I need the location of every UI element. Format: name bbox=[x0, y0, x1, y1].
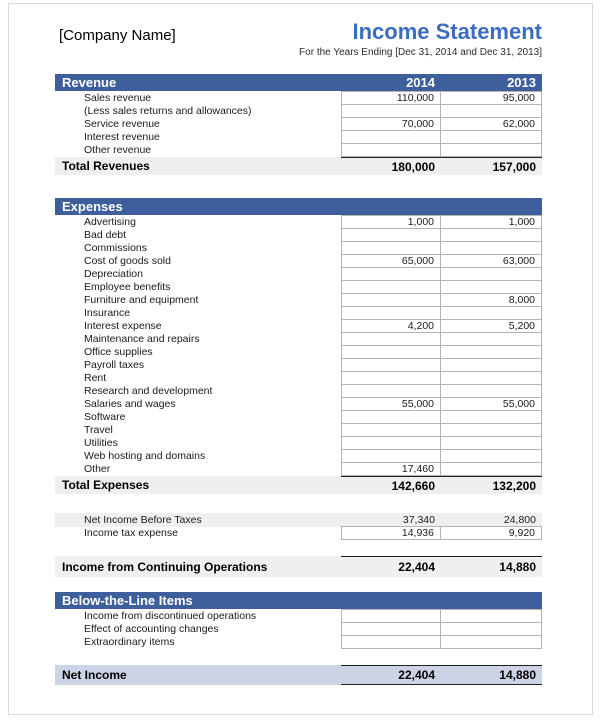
value-cell-2014 bbox=[341, 280, 441, 294]
line-item-label: Software bbox=[84, 411, 126, 424]
line-item-values bbox=[341, 267, 542, 281]
line-item-label: Furniture and equipment bbox=[84, 294, 199, 307]
line-item-values bbox=[341, 117, 542, 131]
line-item-label: Office supplies bbox=[84, 346, 153, 359]
line-item-values bbox=[341, 371, 542, 385]
line-item-values bbox=[341, 410, 542, 424]
value-cell-2013 bbox=[441, 358, 542, 372]
value-cell-2013: 63,000 bbox=[441, 254, 542, 268]
line-item-label: Service revenue bbox=[84, 118, 160, 131]
value-cell-2013 bbox=[441, 622, 542, 636]
line-item-row bbox=[55, 609, 542, 623]
line-item-label: (Less sales returns and allowances) bbox=[84, 105, 252, 118]
value-cell-2013 bbox=[441, 267, 542, 281]
line-item-label: Other bbox=[84, 463, 111, 476]
company-name: [Company Name] bbox=[59, 27, 176, 44]
line-item-row bbox=[55, 526, 542, 540]
line-item-values bbox=[341, 635, 542, 649]
line-item-label: Cost of goods sold bbox=[84, 255, 171, 268]
value-cell-2014 bbox=[341, 410, 441, 424]
value-cell-2014: 55,000 bbox=[341, 397, 441, 411]
line-item-row bbox=[55, 371, 542, 385]
line-item-row bbox=[55, 410, 542, 424]
line-item-row bbox=[55, 635, 542, 649]
value-cell-2013: 62,000 bbox=[441, 117, 542, 131]
value-cell-2013 bbox=[441, 410, 542, 424]
line-item-label: Advertising bbox=[84, 216, 136, 229]
continuing-operations-row bbox=[55, 556, 542, 577]
line-item-row bbox=[55, 332, 542, 346]
value-cell-2013: 8,000 bbox=[441, 293, 542, 307]
line-item-row bbox=[55, 241, 542, 255]
value-cell-2013 bbox=[441, 609, 542, 623]
line-item-row bbox=[55, 215, 542, 229]
value-cell-2014 bbox=[341, 358, 441, 372]
line-item-values bbox=[341, 332, 542, 346]
line-item-row bbox=[55, 319, 542, 333]
value-cell-2013 bbox=[441, 635, 542, 649]
value-cell-2013 bbox=[441, 384, 542, 398]
line-item-row bbox=[55, 228, 542, 242]
value-cell-2013: 24,800 bbox=[503, 514, 536, 527]
value-cell-2013 bbox=[441, 423, 542, 437]
continuing-operations-2013: 14,880 bbox=[499, 560, 536, 575]
value-cell-2013 bbox=[441, 280, 542, 294]
total-revenues-label: Total Revenues bbox=[62, 159, 150, 174]
value-cell-2013 bbox=[441, 449, 542, 463]
line-item-values bbox=[341, 609, 542, 623]
line-item-values bbox=[341, 293, 542, 307]
line-item-values bbox=[341, 215, 542, 229]
value-cell-2014: 70,000 bbox=[341, 117, 441, 131]
below-line-rows bbox=[55, 609, 542, 649]
value-cell-2014: 110,000 bbox=[341, 91, 441, 105]
line-item-row bbox=[55, 397, 542, 411]
line-item-label: Sales revenue bbox=[84, 92, 152, 105]
value-cell-2014: 37,340 bbox=[402, 514, 435, 527]
line-item-row bbox=[55, 104, 542, 118]
line-item-row bbox=[55, 91, 542, 105]
value-cell-2014 bbox=[341, 241, 441, 255]
line-item-row bbox=[55, 358, 542, 372]
below-line-section-header bbox=[55, 592, 542, 609]
total-revenues-values bbox=[341, 157, 542, 175]
value-cell-2014 bbox=[341, 635, 441, 649]
value-cell-2014 bbox=[341, 143, 441, 157]
line-item-row bbox=[55, 306, 542, 320]
total-revenues-2013: 157,000 bbox=[492, 159, 536, 174]
value-cell-2014: 14,936 bbox=[341, 526, 441, 540]
value-cell-2014 bbox=[341, 622, 441, 636]
line-item-label: Research and development bbox=[84, 385, 213, 398]
total-revenues-2014: 180,000 bbox=[391, 159, 435, 174]
line-item-values bbox=[341, 306, 542, 320]
line-item-values bbox=[341, 241, 542, 255]
value-cell-2013: 1,000 bbox=[441, 215, 542, 229]
value-cell-2013: 95,000 bbox=[441, 91, 542, 105]
expenses-section-title: Expenses bbox=[62, 199, 123, 215]
line-item-values bbox=[341, 449, 542, 463]
value-cell-2013 bbox=[441, 130, 542, 144]
line-item-values bbox=[341, 91, 542, 105]
line-item-row bbox=[55, 436, 542, 450]
value-cell-2014: 65,000 bbox=[341, 254, 441, 268]
line-item-label: Travel bbox=[84, 424, 113, 437]
value-cell-2014 bbox=[341, 130, 441, 144]
year-column-headers bbox=[341, 75, 542, 90]
total-expenses-row bbox=[55, 476, 542, 494]
value-cell-2013 bbox=[441, 104, 542, 118]
line-item-row bbox=[55, 384, 542, 398]
line-item-row bbox=[55, 254, 542, 268]
net-income-values bbox=[341, 665, 542, 685]
line-item-values bbox=[341, 345, 542, 359]
revenue-section-header bbox=[55, 74, 542, 91]
line-item-values bbox=[341, 436, 542, 450]
value-cell-2013 bbox=[441, 371, 542, 385]
total-expenses-label: Total Expenses bbox=[62, 478, 150, 493]
net-income-2014: 22,404 bbox=[398, 668, 435, 683]
value-cell-2014 bbox=[341, 104, 441, 118]
title-block bbox=[299, 20, 542, 58]
value-cell-2013 bbox=[441, 332, 542, 346]
line-item-values bbox=[341, 358, 542, 372]
line-item-label: Interest revenue bbox=[84, 131, 160, 144]
line-item-values bbox=[341, 513, 542, 527]
line-item-label: Commissions bbox=[84, 242, 148, 255]
line-item-values bbox=[341, 319, 542, 333]
line-item-label: Employee benefits bbox=[84, 281, 171, 294]
line-item-values bbox=[341, 143, 542, 157]
line-item-values bbox=[341, 130, 542, 144]
net-income-label: Net Income bbox=[62, 668, 127, 683]
continuing-operations-2014: 22,404 bbox=[398, 560, 435, 575]
net-income-2013: 14,880 bbox=[499, 668, 536, 683]
continuing-operations-values bbox=[341, 556, 542, 577]
value-cell-2014: 17,460 bbox=[341, 462, 441, 476]
line-item-values bbox=[341, 254, 542, 268]
income-statement-document bbox=[55, 20, 542, 685]
line-item-label: Interest expense bbox=[84, 320, 162, 333]
value-cell-2014 bbox=[341, 306, 441, 320]
total-expenses-values bbox=[341, 476, 542, 494]
value-cell-2014 bbox=[341, 384, 441, 398]
line-item-label: Utilities bbox=[84, 437, 118, 450]
line-item-label: Extraordinary items bbox=[84, 636, 175, 649]
line-item-values bbox=[341, 526, 542, 540]
total-revenues-row bbox=[55, 157, 542, 175]
line-item-row bbox=[55, 130, 542, 144]
expenses-rows bbox=[55, 215, 542, 476]
value-cell-2014 bbox=[341, 371, 441, 385]
line-item-label: Maintenance and repairs bbox=[84, 333, 200, 346]
line-item-label: Rent bbox=[84, 372, 107, 385]
line-item-row bbox=[55, 280, 542, 294]
net-income-row bbox=[55, 665, 542, 685]
line-item-label: Salaries and wages bbox=[84, 398, 176, 411]
total-expenses-2014: 142,660 bbox=[391, 478, 435, 493]
revenue-section-title: Revenue bbox=[62, 75, 117, 91]
value-cell-2014 bbox=[341, 293, 441, 307]
document-subtitle: For the Years Ending [Dec 31, 2014 and Dec 31, 2013] bbox=[299, 47, 542, 59]
revenue-rows bbox=[55, 91, 542, 157]
line-item-values bbox=[341, 397, 542, 411]
line-item-label: Payroll taxes bbox=[84, 359, 145, 372]
line-item-label: Income from discontinued operations bbox=[84, 610, 257, 623]
line-item-row bbox=[55, 449, 542, 463]
line-item-row bbox=[55, 267, 542, 281]
line-item-values bbox=[341, 384, 542, 398]
total-expenses-2013: 132,200 bbox=[492, 478, 536, 493]
value-cell-2013 bbox=[441, 436, 542, 450]
expenses-section-header bbox=[55, 198, 542, 215]
document-title: Income Statement bbox=[352, 19, 542, 44]
value-cell-2014 bbox=[341, 609, 441, 623]
value-cell-2013 bbox=[441, 462, 542, 476]
line-item-row bbox=[55, 462, 542, 476]
value-cell-2014 bbox=[341, 332, 441, 346]
value-cell-2013 bbox=[441, 241, 542, 255]
value-cell-2013: 5,200 bbox=[441, 319, 542, 333]
value-cell-2014 bbox=[341, 436, 441, 450]
line-item-label: Effect of accounting changes bbox=[84, 623, 219, 636]
value-cell-2013: 9,920 bbox=[441, 526, 542, 540]
line-item-label: Bad debt bbox=[84, 229, 127, 242]
line-item-row bbox=[55, 622, 542, 636]
line-item-row bbox=[55, 143, 542, 157]
column-header-2014: 2014 bbox=[406, 75, 435, 91]
value-cell-2014 bbox=[341, 423, 441, 437]
line-item-row bbox=[55, 293, 542, 307]
column-header-2013: 2013 bbox=[507, 75, 536, 91]
value-cell-2014: 4,200 bbox=[341, 319, 441, 333]
value-cell-2014: 1,000 bbox=[341, 215, 441, 229]
line-item-values bbox=[341, 423, 542, 437]
line-item-values bbox=[341, 280, 542, 294]
below-line-section-title: Below-the-Line Items bbox=[62, 593, 193, 609]
line-item-label: Depreciation bbox=[84, 268, 143, 281]
value-cell-2014 bbox=[341, 449, 441, 463]
line-item-label: Other revenue bbox=[84, 144, 152, 157]
line-item-values bbox=[341, 104, 542, 118]
pretax-rows bbox=[55, 513, 542, 540]
continuing-operations-label: Income from Continuing Operations bbox=[62, 559, 268, 574]
line-item-label: Net Income Before Taxes bbox=[84, 514, 202, 527]
value-cell-2014 bbox=[341, 228, 441, 242]
line-item-label: Income tax expense bbox=[84, 527, 178, 540]
line-item-row bbox=[55, 423, 542, 437]
document-header bbox=[55, 20, 542, 58]
line-item-row bbox=[55, 345, 542, 359]
value-cell-2013 bbox=[441, 228, 542, 242]
value-cell-2014 bbox=[341, 267, 441, 281]
value-cell-2013 bbox=[441, 345, 542, 359]
line-item-row bbox=[55, 117, 542, 131]
line-item-values bbox=[341, 622, 542, 636]
line-item-values bbox=[341, 462, 542, 476]
value-cell-2013 bbox=[441, 143, 542, 157]
line-item-values bbox=[341, 228, 542, 242]
value-cell-2014 bbox=[341, 345, 441, 359]
line-item-row bbox=[55, 513, 542, 527]
value-cell-2013: 55,000 bbox=[441, 397, 542, 411]
line-item-label: Web hosting and domains bbox=[84, 450, 206, 463]
value-cell-2013 bbox=[441, 306, 542, 320]
line-item-label: Insurance bbox=[84, 307, 131, 320]
